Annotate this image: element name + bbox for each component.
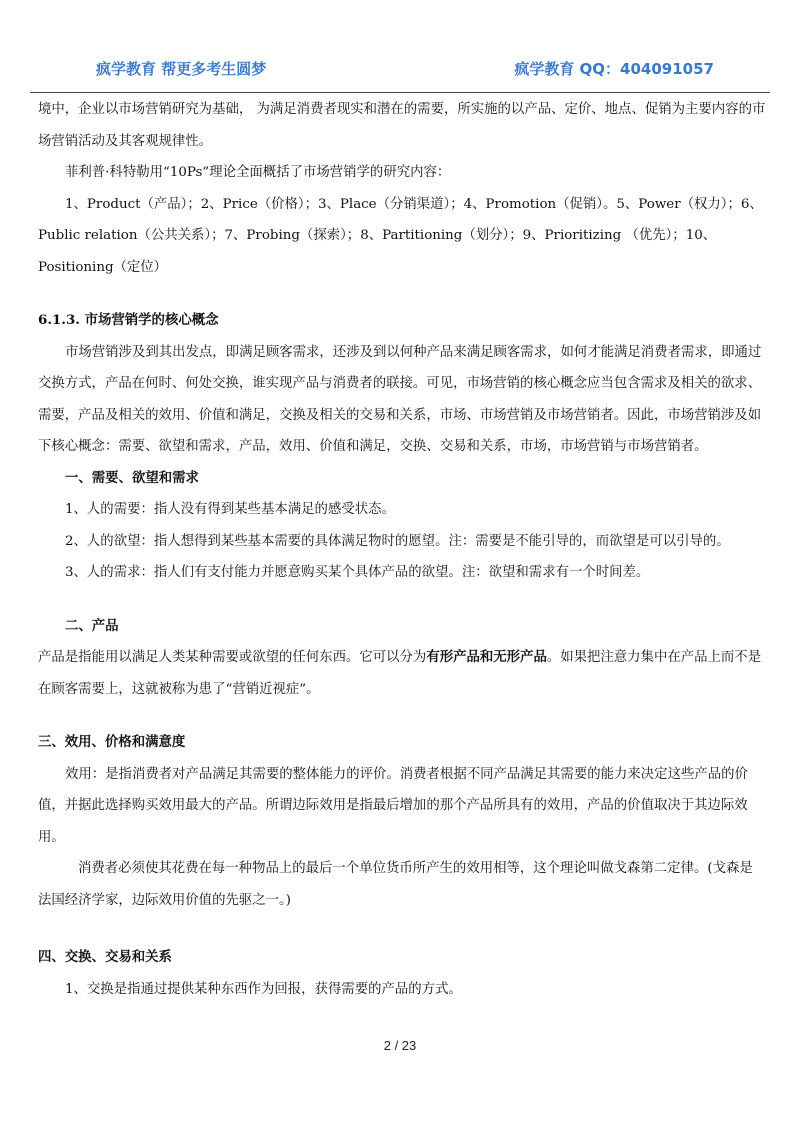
document-body bbox=[38, 94, 766, 1005]
heading-needs-wants-demands: 一、需要、欲望和需求 bbox=[65, 469, 199, 486]
page-number: 2 / 23 bbox=[383, 1038, 417, 1053]
list-item-needs: 1、人的需要：指人没有得到某些基本满足的感受状态。 bbox=[65, 502, 395, 517]
list-item-exchange: 1、交换是指通过提供某种东西作为回报，获得需要的产品的方式。 bbox=[65, 981, 462, 997]
list-item-demands: 3、人的需求：指人们有支付能力并愿意购买某个具体产品的欲望。注：欲望和需求有一个时间差。 bbox=[65, 565, 650, 580]
emphasis-product-types: 有形产品和无形产品 bbox=[426, 649, 547, 665]
heading-product: 二、产品 bbox=[65, 617, 119, 634]
page-header bbox=[30, 52, 770, 93]
paragraph-continuation: 境中，企业以市场营销研究为基础， 为满足消费者现实和潜在的需要，所实施的以产品、定价、地点、促销为主要内容的市场营销活动及其客观规律性。 bbox=[38, 102, 766, 149]
paragraph-gossen: 消费者必须使其花费在每一种物品上的最后一个单位货币所产生的效用相等，这个理论叫做戈森第二定律。(戈森是法国经济学家，边际效用价值的先驱之一。) bbox=[38, 861, 753, 908]
paragraph-10ps-intro: 菲利普·科特勒用“10Ps”理论全面概括了市场营销学的研究内容： bbox=[65, 165, 451, 180]
section-title-6-1-3: 6.1.3. 市场营销学的核心概念 bbox=[38, 312, 219, 328]
paragraph-product: 产品是指能用以满足人类某种需要或欲望的任何东西。它可以分为有形产品和无形产品。如果把注意力集中在产品上而不是在顾客需要上，这就被称为患了“营销近视症”。 bbox=[38, 649, 762, 697]
paragraph-utility: 效用：是指消费者对产品满足其需要的整体能力的评价。消费者根据不同产品满足其需要的能力来决定这些产品的价值，并据此选择购买效用最大的产品。所谓边际效用是指最后增加的那个产品所具有的效用，产品的价值取决于其边际效用。 bbox=[38, 766, 748, 845]
header-contact: 疯学教育 QQ：404091057 bbox=[514, 60, 714, 78]
heading-exchange: 四、交换、交易和关系 bbox=[38, 949, 172, 965]
heading-utility-value: 三、效用、价格和满意度 bbox=[38, 734, 186, 750]
list-item-wants: 2、人的欲望：指人想得到某些基本需要的具体满足物时的愿望。注：需要是不能引导的，而欲望是可以引导的。 bbox=[65, 533, 730, 549]
paragraph-10ps-list: 1、Product（产品）；2、Price（价格）；3、Place（分销渠道）；4、Promotion（促销）。5、Power（权力）；6、Public relation（公共关系）；7、Probing（探索）；8、Partitioning（划分）；9、Prioritizing （优先）；10、Positioning（定位） bbox=[38, 196, 763, 275]
header-slogan: 疯学教育 帮更多考生圆梦 bbox=[96, 60, 267, 78]
paragraph-core-concepts: 市场营销涉及到其出发点，即满足顾客需求，还涉及到以何种产品来满足顾客需求，如何才能满足消费者需求，即通过交换方式，产品在何时、何处交换，谁实现产品与消费者的联接。可见，市场营销的核心概念应当包含需求及相关的欲求、需要，产品及相关的效用、价值和满足，交换及相关的交易和关系，市场、市场营销及市场营销者。因此，市场营销涉及如下核心概念：需要、欲望和需求，产品，效用、价值和满足，交换、交易和关系，市场，市场营销与市场营销者。 bbox=[38, 344, 762, 454]
